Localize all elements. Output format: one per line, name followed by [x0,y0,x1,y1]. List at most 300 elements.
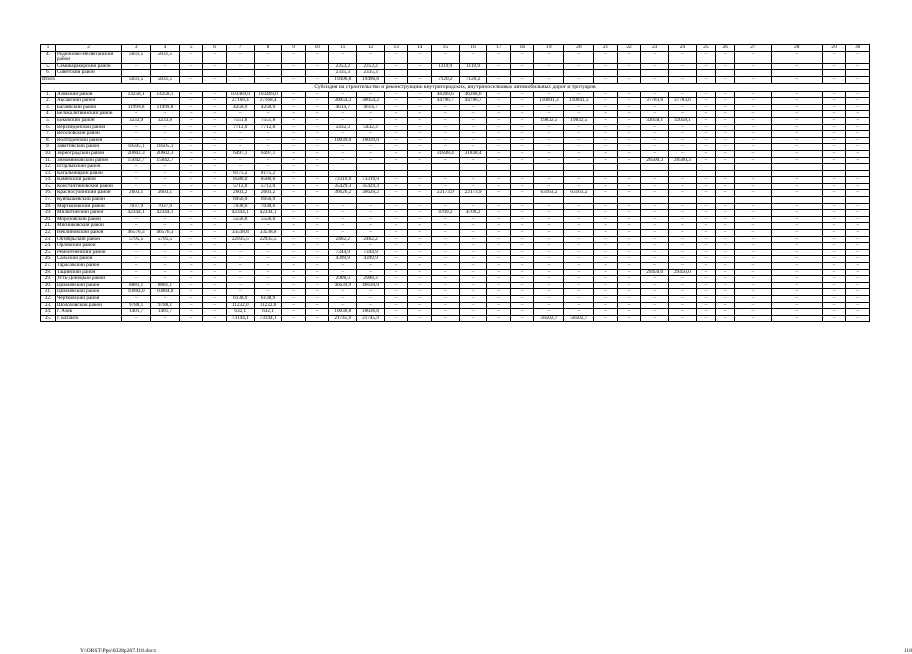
row-number: 27. [41,263,56,270]
table-cell: – [487,104,511,111]
table-cell: – [822,216,846,223]
table-cell: – [384,157,408,164]
table-cell: – [329,289,357,296]
document-page [40,44,912,654]
table-cell: – [305,249,329,256]
table-cell: – [534,243,564,250]
table-cell: 4250,9 [226,104,254,111]
table-cell: 25 [696,45,715,52]
table-cell: – [696,137,715,144]
table-cell: – [431,249,459,256]
table-cell: – [641,63,669,70]
table-cell: 73319,9 [329,177,357,184]
table-cell: – [735,302,771,309]
table-cell: – [151,256,180,263]
table-cell: – [696,243,715,250]
page-number: 118 [903,648,912,654]
row-number: 11. [41,157,56,164]
table-cell: – [151,249,180,256]
table-cell: – [696,269,715,276]
table-cell [696,164,715,171]
table-cell: – [459,177,487,184]
table-cell: 27168,4 [254,98,282,105]
table-cell: – [510,63,534,70]
table-cell: 5556,0 [254,216,282,223]
table-cell [510,164,534,171]
table-cell: – [459,111,487,118]
table-cell: – [716,282,735,289]
table-cell: – [151,164,180,171]
table-cell: – [122,276,151,283]
table-cell: – [846,124,870,131]
table-cell: – [254,76,282,83]
row-number: 32. [41,295,56,302]
table-cell: – [716,157,735,164]
table-cell: – [487,315,511,322]
table-cell: – [594,76,618,83]
table-cell: 1401,7 [151,309,180,316]
table-cell: – [696,302,715,309]
table-cell: – [431,315,459,322]
table-cell: – [384,210,408,217]
subsidy-table [40,44,870,322]
table-cell: – [564,289,594,296]
table-cell: – [282,164,306,171]
table-cell: – [408,98,432,105]
table-cell: 22935,5 [226,236,254,243]
table-cell: – [305,177,329,184]
district-name: Ремонтненский район [55,249,121,256]
table-cell: – [846,315,870,322]
table-cell: – [384,91,408,98]
row-number: 6. [41,124,56,131]
table-cell: – [534,203,564,210]
table-cell: – [771,183,822,190]
table-cell: – [771,98,822,105]
table-cell: – [641,177,669,184]
table-cell: – [564,183,594,190]
table-cell: – [696,51,715,63]
table-cell: – [305,243,329,250]
table-cell: – [771,249,822,256]
table-cell: 63163,2 [564,190,594,197]
table-cell: 7037,9 [122,203,151,210]
table-cell: – [564,236,594,243]
table-cell: – [226,144,254,151]
table-cell: – [487,282,511,289]
district-name: Октябрьский район [55,236,121,243]
table-cell: – [534,131,564,138]
table-cell: – [408,309,432,316]
table-cell: – [151,137,180,144]
table-cell: – [122,137,151,144]
table-cell: 7 [226,45,254,52]
table-cell: – [282,104,306,111]
table-cell: – [594,243,618,250]
table-cell: – [179,131,203,138]
table-cell: – [487,51,511,63]
row-label: Итого [41,76,122,83]
table-cell: – [408,51,432,63]
table-cell: – [846,190,870,197]
row-number: 26. [41,256,56,263]
table-cell: – [594,315,618,322]
table-cell: – [735,295,771,302]
table-cell: – [669,263,697,270]
table-cell: – [534,223,564,230]
table-cell: – [459,230,487,237]
table-cell: – [122,249,151,256]
table-cell: – [564,104,594,111]
table-cell: – [696,203,715,210]
table-cell: – [641,76,669,83]
table-cell: – [594,263,618,270]
table-cell: – [203,256,227,263]
table-cell: – [641,150,669,157]
table-cell: – [669,131,697,138]
table-cell: – [641,124,669,131]
table-cell: – [459,295,487,302]
table-cell [669,164,697,171]
table-cell: – [669,150,697,157]
table-cell: 6 [203,45,227,52]
table-cell: – [771,243,822,250]
table-cell: – [282,150,306,157]
table-cell: – [735,183,771,190]
table-cell: 3233,9 [151,117,180,124]
table-cell [564,164,594,171]
table-cell: – [226,282,254,289]
table-cell: – [282,216,306,223]
table-cell: – [179,216,203,223]
table-cell: 2603,2 [226,190,254,197]
table-cell: – [408,177,432,184]
table-cell: – [771,63,822,70]
row-number: 9. [41,144,56,151]
table-cell: – [617,117,641,124]
table-cell: 3 [122,45,151,52]
district-name: Зимовниковский район [55,157,121,164]
table-cell: – [459,263,487,270]
table-cell: – [735,315,771,322]
table-cell: – [384,131,408,138]
table-cell: 26 [716,45,735,52]
table-cell: – [203,117,227,124]
table-cell: – [716,104,735,111]
table-cell: – [203,104,227,111]
table-cell: – [329,269,357,276]
table-cell: – [431,243,459,250]
table-cell: – [846,104,870,111]
table-cell: – [329,203,357,210]
table-cell: – [822,177,846,184]
table-cell: – [179,144,203,151]
table-cell: – [534,150,564,157]
table-cell: 110041,3 [534,98,564,105]
table-cell: 46639,9 [357,282,385,289]
table-cell: 26500,3 [641,157,669,164]
table-cell: – [846,256,870,263]
table-cell: – [203,295,227,302]
table-cell: 1119,9 [459,63,487,70]
table-cell: – [305,315,329,322]
table-cell: – [384,216,408,223]
table-row [41,63,870,70]
table-cell: – [203,315,227,322]
table-cell: – [510,157,534,164]
table-cell: – [564,177,594,184]
table-cell: – [179,315,203,322]
table-cell: – [431,289,459,296]
table-cell: – [226,249,254,256]
table-cell: – [122,269,151,276]
table-cell: – [771,295,822,302]
table-cell: – [282,144,306,151]
table-cell [735,164,771,171]
table-cell: – [282,183,306,190]
table-cell: 35429,3 [329,183,357,190]
table-cell: – [459,137,487,144]
table-cell: – [487,203,511,210]
table-cell: – [254,137,282,144]
table-cell: – [696,91,715,98]
table-cell: – [431,269,459,276]
district-name: Веселовский район [55,131,121,138]
table-cell: – [408,76,432,83]
table-cell: – [594,183,618,190]
table-cell: – [564,91,594,98]
table-cell: – [846,76,870,83]
table-cell: 31838,4 [459,150,487,157]
table-cell: – [487,216,511,223]
table-cell [594,164,618,171]
table-cell: 22173,9 [431,190,459,197]
table-cell: – [822,157,846,164]
table-cell: – [822,203,846,210]
table-cell: – [122,256,151,263]
table-cell: – [696,315,715,322]
table-cell: 632,1 [226,309,254,316]
table-cell: – [408,223,432,230]
table-cell: – [716,76,735,83]
table-cell: – [669,230,697,237]
table-cell: – [617,302,641,309]
table-cell: – [203,98,227,105]
table-cell: – [282,117,306,124]
table-cell: – [735,249,771,256]
row-number: 23. [41,236,56,243]
table-cell: – [735,76,771,83]
table-cell: – [735,124,771,131]
table-cell: – [594,150,618,157]
table-cell: – [641,263,669,270]
table-cell: – [510,124,534,131]
table-cell: – [384,190,408,197]
table-cell: – [696,230,715,237]
table-cell: – [203,309,227,316]
table-cell: 19496,8 [357,76,385,83]
table-cell: – [179,230,203,237]
table-cell [487,164,511,171]
table-cell [822,164,846,171]
table-cell: – [822,91,846,98]
total-row [41,76,870,83]
district-name: Чертковский район [55,295,121,302]
row-number: 21. [41,223,56,230]
table-row [41,315,870,322]
table-cell: – [254,223,282,230]
table-cell: 4399,9 [357,256,385,263]
table-cell: – [534,276,564,283]
table-cell: – [459,243,487,250]
table-cell: – [408,315,432,322]
table-cell: – [487,256,511,263]
table-cell: – [594,190,618,197]
table-cell: – [617,76,641,83]
table-cell [641,164,669,171]
table-cell: – [305,210,329,217]
table-cell: – [487,190,511,197]
table-cell: – [254,282,282,289]
table-cell: – [282,315,306,322]
table-cell: – [203,51,227,63]
table-cell: – [771,144,822,151]
table-cell: – [617,91,641,98]
table-cell: 7120,2 [459,76,487,83]
table-cell: – [822,144,846,151]
table-cell: – [179,295,203,302]
table-cell: – [641,183,669,190]
table-cell: – [771,210,822,217]
table-cell: – [594,249,618,256]
table-cell: – [122,295,151,302]
table-cell: – [282,249,306,256]
table-cell: – [459,216,487,223]
table-cell: – [594,210,618,217]
table-cell: – [594,63,618,70]
table-cell: – [564,230,594,237]
table-cell: – [254,144,282,151]
table-cell: – [203,269,227,276]
table-cell: – [735,137,771,144]
table-cell: – [846,282,870,289]
table-cell: – [594,230,618,237]
table-cell: – [151,263,180,270]
table-cell: – [384,150,408,157]
table-cell: 9788,1 [122,302,151,309]
table-cell: – [122,243,151,250]
table-cell: – [151,295,180,302]
table-cell: 7551,8 [254,117,282,124]
table-cell: – [564,51,594,63]
table-cell: – [487,124,511,131]
table-cell: – [564,63,594,70]
table-cell: – [846,111,870,118]
table-cell: – [716,216,735,223]
table-cell: 20602,3 [151,150,180,157]
table-cell: – [735,157,771,164]
district-name: Кагальницкий район [55,170,121,177]
table-cell: – [305,203,329,210]
table-cell: 8 [254,45,282,52]
table-cell: – [617,263,641,270]
table-cell [357,164,385,171]
table-cell: – [357,223,385,230]
table-cell: – [305,190,329,197]
table-cell: – [735,309,771,316]
table-cell: – [203,282,227,289]
table-cell: – [771,302,822,309]
table-cell: – [510,309,534,316]
table-cell: – [203,230,227,237]
table-cell: 10 [305,45,329,52]
table-cell: – [431,144,459,151]
table-cell: – [282,76,306,83]
table-cell: 2353,2 [329,63,357,70]
table-cell: – [846,289,870,296]
row-number: 33. [41,302,56,309]
table-cell: – [641,230,669,237]
table-cell: – [716,183,735,190]
table-cell: – [534,144,564,151]
table-cell: – [408,269,432,276]
table-cell: 10039,0 [329,137,357,144]
table-cell: 63163,2 [534,190,564,197]
table-cell: – [617,150,641,157]
table-cell: – [594,289,618,296]
table-cell: – [357,51,385,63]
table-cell: – [641,190,669,197]
table-cell: – [384,203,408,210]
district-name: Боковский район [55,117,121,124]
table-cell: – [408,183,432,190]
table-cell: – [282,91,306,98]
table-cell: – [822,309,846,316]
table-cell: – [459,269,487,276]
table-cell: – [510,230,534,237]
table-cell: – [282,276,306,283]
table-cell: – [226,51,254,63]
table-cell: – [384,104,408,111]
table-cell: – [179,289,203,296]
table-cell: 2908,3 [329,276,357,283]
table-cell: – [564,269,594,276]
table-cell: 46576,3 [151,230,180,237]
table-cell [408,164,432,171]
row-number: 30. [41,282,56,289]
table-cell: – [305,289,329,296]
table-cell: – [329,216,357,223]
table-cell: 2335,3 [329,70,357,77]
table-cell: – [305,236,329,243]
table-cell: – [203,76,227,83]
row-number: 24. [41,243,56,250]
table-cell: – [846,210,870,217]
table-cell: – [534,104,564,111]
table-cell: 14258,1 [151,91,180,98]
table-cell: – [846,243,870,250]
table-cell: – [151,63,180,70]
table-cell [716,164,735,171]
table-cell: 42344,1 [226,210,254,217]
table-cell: – [846,117,870,124]
table-cell: 2353,2 [357,63,385,70]
table-cell: – [735,269,771,276]
table-cell: – [226,263,254,270]
table-cell: – [179,249,203,256]
table-cell: – [510,282,534,289]
table-cell: 46639,9 [329,282,357,289]
